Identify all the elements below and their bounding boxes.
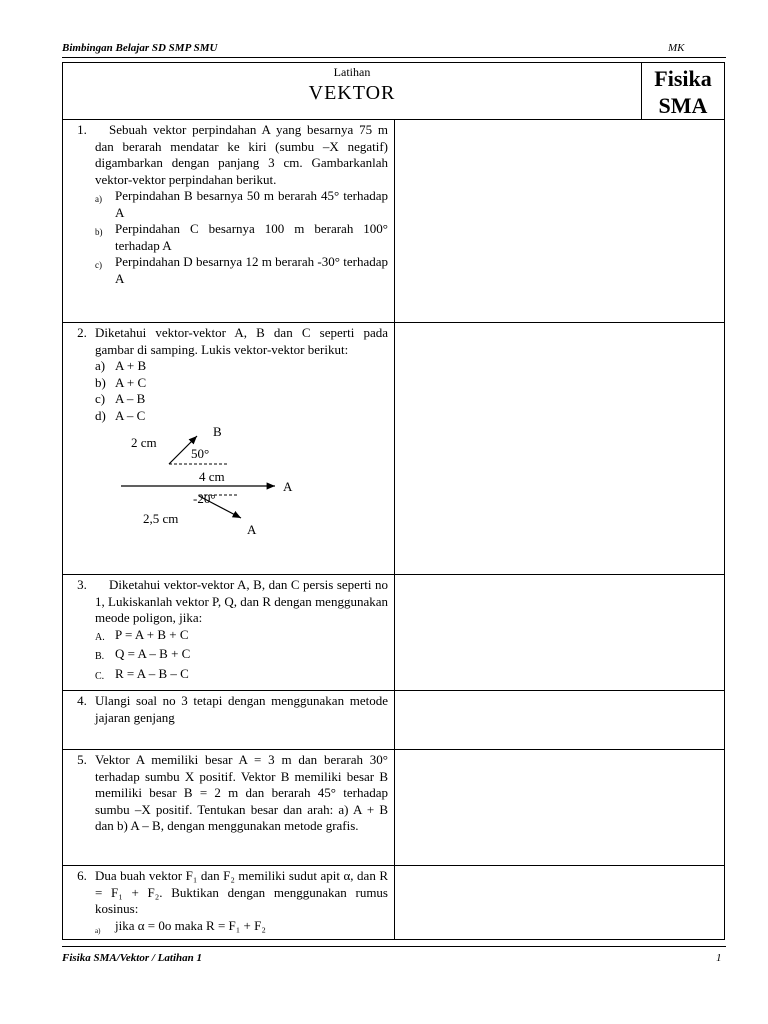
question-3-number: 3. xyxy=(77,577,87,592)
question-2-item: b) A + C xyxy=(95,374,147,390)
question-3-text: Diketahui vektor-vektor A, B, dan C persis seperti no 1, Lukiskanlah vektor P, Q, dan R dengan menggunakan meode poligon, jika: xyxy=(95,577,388,625)
title-cell xyxy=(63,63,642,120)
question-3-item: B. Q = A – B + C xyxy=(95,646,191,662)
question-1 xyxy=(63,120,395,323)
question-1-text: Sebuah vektor perpindahan A yang besarnya 75 m dan berarah mendatar ke kiri (sumbu –X negatif) digambarkan dengan panjang 3 cm. Gambarkanlah vektor-vektor perpindahan berikut. xyxy=(95,122,388,187)
footer-left: Fisika SMA/Vektor / Latihan 1 xyxy=(62,952,202,964)
question-2-number: 2. xyxy=(77,325,87,340)
subject-line2: SMA xyxy=(658,93,708,118)
title-row xyxy=(63,63,725,120)
answer-cell-1 xyxy=(395,120,725,323)
length-b: 2 cm xyxy=(131,435,157,450)
answer-cell-2 xyxy=(395,323,725,575)
header-rule xyxy=(62,57,726,58)
question-row-1 xyxy=(63,120,725,323)
question-row-6 xyxy=(63,866,725,940)
answer-cell-5 xyxy=(395,750,725,866)
question-row-5 xyxy=(63,750,725,866)
question-5-number: 5. xyxy=(77,752,87,767)
question-row-3 xyxy=(63,575,725,691)
question-4-text: Ulangi soal no 3 tetapi dengan menggunakan metode jajaran genjang xyxy=(95,693,388,725)
title-main: VEKTOR xyxy=(308,82,396,104)
question-6-text: Dua buah vektor F₁ dan F₂ memiliki sudut apit α, dan R = F₁ + F₂. Buktikan dengan menggunakan rumus kosinus: xyxy=(95,868,388,916)
answer-cell-4 xyxy=(395,691,725,750)
question-3-item: A. P = A + B + C xyxy=(95,626,189,643)
question-1-item: b) Perpindahan C besarnya 100 m berarah 100° terhadap A xyxy=(95,221,388,253)
footer-rule xyxy=(62,946,726,947)
label-b: B xyxy=(213,424,222,439)
question-4 xyxy=(63,691,395,750)
angle-c: -20° xyxy=(193,491,216,506)
question-row-2 xyxy=(63,323,725,575)
question-1-number: 1. xyxy=(77,122,87,137)
question-3-item: C. R = A – B – C xyxy=(95,665,189,682)
question-1-item: c) Perpindahan D besarnya 12 m berarah -30° terhadap A xyxy=(95,254,388,286)
question-6-item: a) jika α = 0o maka R = F₁ + F₂ xyxy=(95,917,266,935)
question-5 xyxy=(63,750,395,866)
vector-diagram xyxy=(89,424,388,554)
page-number: 1 xyxy=(716,952,722,964)
question-4-number: 4. xyxy=(77,693,87,708)
label-c: A xyxy=(247,522,257,537)
angle-b: 50° xyxy=(191,446,210,461)
question-1-item: a) Perpindahan B besarnya 50 m berarah 45° terhadap A xyxy=(95,188,388,220)
question-2-text: Diketahui vektor-vektor A, B dan C seperti pada gambar di samping. Lukis vektor-vektor berikut: xyxy=(95,325,388,357)
header-left: Bimbingan Belajar SD SMP SMU xyxy=(62,42,218,54)
question-2-item: a) A + B xyxy=(95,358,147,373)
length-a: 4 cm xyxy=(199,469,225,484)
question-5-text: Vektor A memiliki besar A = 3 m dan berarah 30° terhadap sumbu X positif. Vektor B memiliki besar B memiliki besar B = 2 m dan berarah 45° terhadap sumbu –X positif. Tentukan besar dan arah: a) A + B dan b) A – B, dengan menggunakan metode grafis. xyxy=(95,752,388,833)
label-a: A xyxy=(283,479,293,494)
question-6-number: 6. xyxy=(77,868,87,883)
subject-line1: Fisika xyxy=(654,66,712,91)
question-2-item: d) A – C xyxy=(95,407,146,423)
question-2-item: c) A – B xyxy=(95,391,146,406)
worksheet xyxy=(62,62,724,935)
question-3 xyxy=(63,575,395,691)
length-c: 2,5 cm xyxy=(143,511,179,526)
question-row-4 xyxy=(63,691,725,750)
question-6 xyxy=(63,866,395,940)
question-2 xyxy=(63,323,395,575)
answer-cell-3 xyxy=(395,575,725,691)
subject-cell xyxy=(642,63,725,120)
exercise-table xyxy=(62,62,725,940)
header-right: MK xyxy=(668,42,685,54)
title-small: Latihan xyxy=(333,65,371,79)
answer-cell-6 xyxy=(395,866,725,940)
